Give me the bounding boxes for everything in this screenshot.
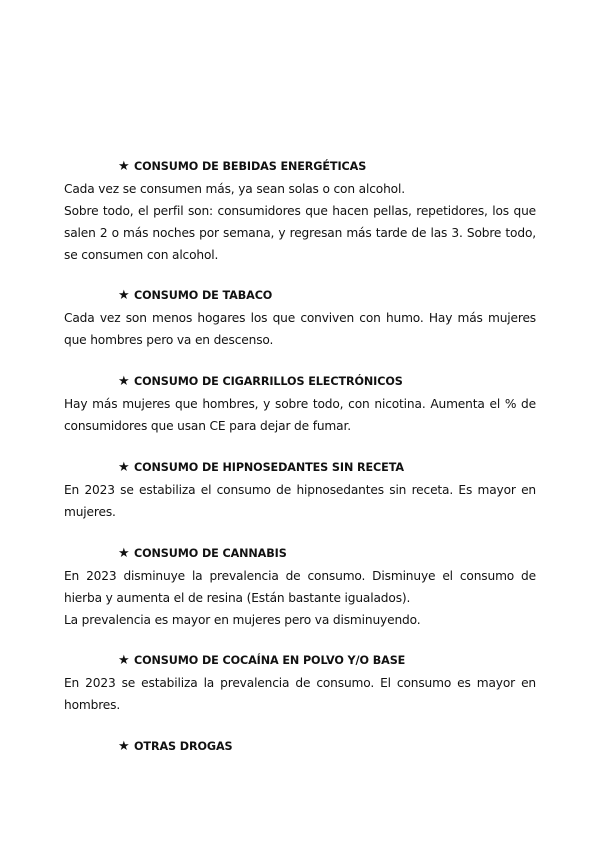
paragraph: Sobre todo, el perfil son: consumidores que hacen pellas, repetidores, los que salen 2 o más noches por semana, y regresan más tarde de las 3. Sobre todo, se consumen con alcohol.: [64, 204, 536, 262]
section-heading: [118, 457, 536, 479]
section-heading: [118, 736, 536, 758]
section-energy-drinks: [64, 156, 536, 266]
star-icon: ★: [118, 653, 130, 668]
heading-text: CONSUMO DE BEBIDAS ENERGÉTICAS: [134, 160, 367, 173]
heading-text: CONSUMO DE CANNABIS: [134, 547, 287, 560]
section-cocaine: [64, 650, 536, 716]
paragraph: En 2023 se estabiliza el consumo de hipnosedantes sin receta. Es mayor en mujeres.: [64, 483, 536, 519]
section-heading: [118, 543, 536, 565]
section-hypnosedatives: [64, 457, 536, 523]
heading-text: CONSUMO DE COCAÍNA EN POLVO Y/O BASE: [134, 654, 406, 667]
star-icon: ★: [118, 460, 130, 475]
paragraph: En 2023 se estabiliza la prevalencia de consumo. El consumo es mayor en hombres.: [64, 676, 536, 712]
paragraph: Cada vez se consumen más, ya sean solas o con alcohol.: [64, 182, 405, 196]
heading-text: CONSUMO DE CIGARRILLOS ELECTRÓNICOS: [134, 375, 403, 388]
star-icon: ★: [118, 739, 130, 754]
star-icon: ★: [118, 288, 130, 303]
section-tobacco: [64, 285, 536, 351]
section-heading: [118, 650, 536, 672]
heading-text: OTRAS DROGAS: [134, 740, 233, 753]
section-heading: [118, 156, 536, 178]
star-icon: ★: [118, 159, 130, 174]
section-cannabis: [64, 543, 536, 631]
section-e-cigarettes: [64, 371, 536, 437]
star-icon: ★: [118, 374, 130, 389]
paragraph: Hay más mujeres que hombres, y sobre todo, con nicotina. Aumenta el % de consumidores que usan CE para dejar de fumar.: [64, 397, 536, 433]
heading-text: CONSUMO DE HIPNOSEDANTES SIN RECETA: [134, 461, 404, 474]
paragraph: La prevalencia es mayor en mujeres pero va disminuyendo.: [64, 613, 421, 627]
star-icon: ★: [118, 546, 130, 561]
paragraph: En 2023 disminuye la prevalencia de consumo. Disminuye el consumo de hierba y aumenta el de resina (Están bastante igualados).: [64, 569, 536, 605]
section-other-drugs: [64, 736, 536, 758]
heading-text: CONSUMO DE TABACO: [134, 289, 273, 302]
paragraph: Cada vez son menos hogares los que conviven con humo. Hay más mujeres que hombres pero va en descenso.: [64, 311, 536, 347]
section-heading: [118, 285, 536, 307]
section-heading: [118, 371, 536, 393]
